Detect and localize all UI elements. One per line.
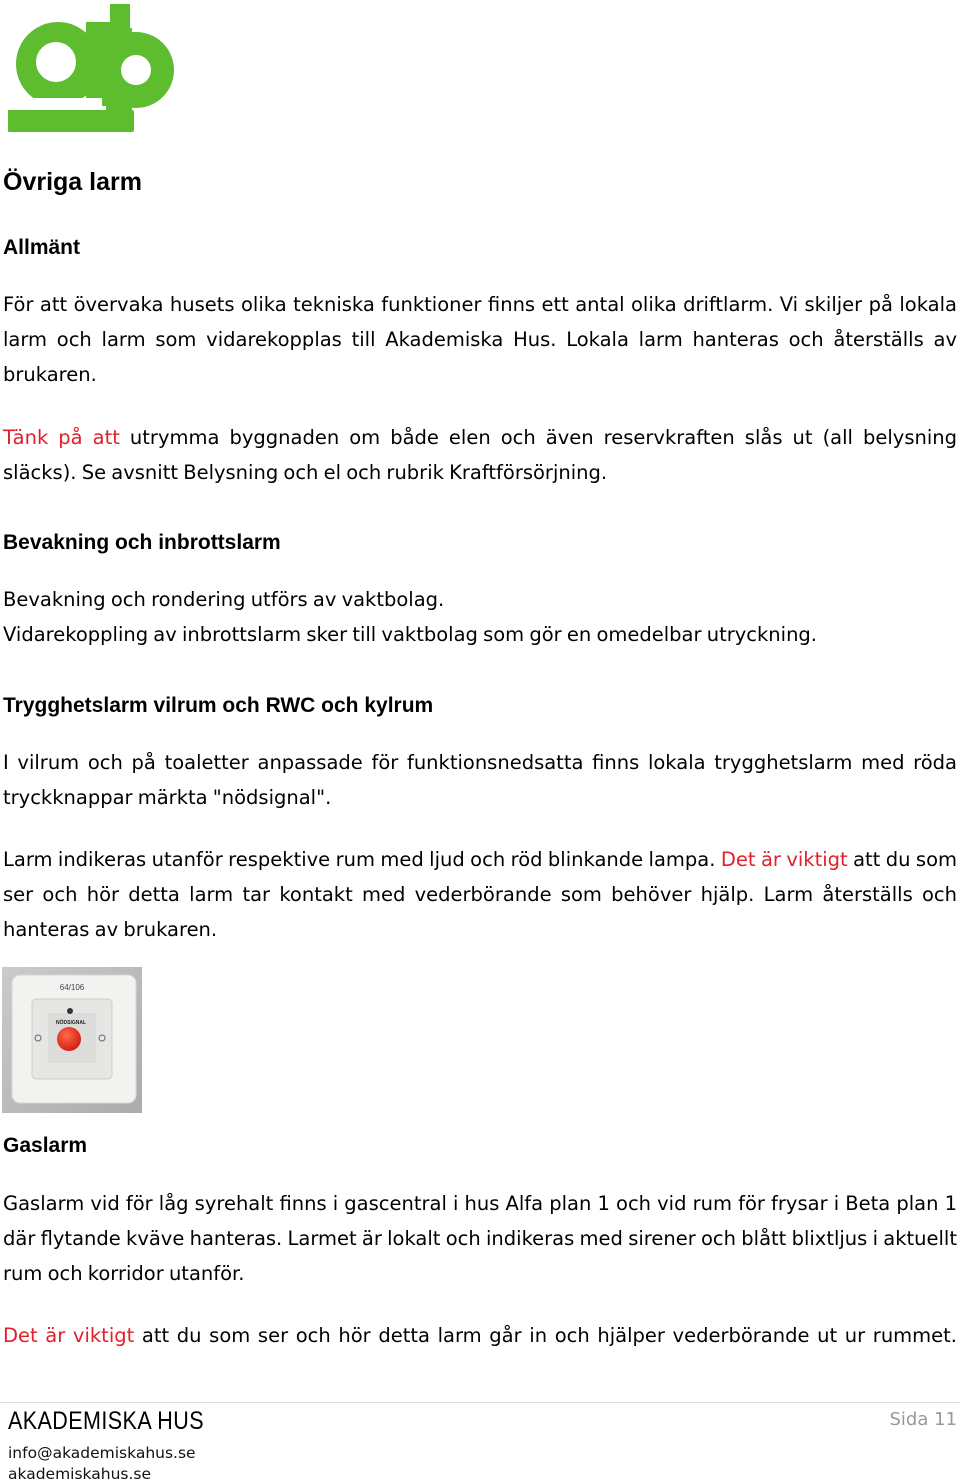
photo-label-button: NÖDSIGNAL	[56, 1020, 86, 1026]
paragraph-text: utrymma byggnaden om både elen och även reservkraften slås ut (all belysning släcks). Se avsnitt Belysning och el och rubrik Kraftförsörjning.	[3, 426, 958, 484]
footer-email-link[interactable]: info@akademiskahus.se	[8, 1444, 196, 1462]
paragraph-text: Larm indikeras utanför respektive rum med ljud och röd blinkande lampa.	[3, 848, 721, 871]
safety-paragraph-1: I vilrum och på toaletter anpassade för funktionsnedsatta finns lokala trygghetslarm med röda tryckknappar märkta "nödsignal".	[3, 751, 957, 809]
section-heading-guard: Bevakning och inbrottslarm	[3, 531, 281, 554]
photo-label-top: 64/106	[59, 983, 85, 992]
footer-divider	[0, 1402, 960, 1403]
emergency-button-photo	[2, 967, 142, 1113]
highlight-text: Tänk på att	[3, 426, 120, 449]
section-heading-gas: Gaslarm	[3, 1134, 88, 1157]
page-title: Övriga larm	[3, 168, 142, 196]
gas-paragraph-2	[3, 1318, 957, 1353]
footer-website-link[interactable]: akademiskahus.se	[8, 1465, 152, 1483]
footer-brand: AKADEMISKA HUS	[8, 1407, 204, 1435]
general-paragraph-2	[3, 420, 957, 490]
guard-line-1: Bevakning och rondering utförs av vaktbolag.	[3, 588, 445, 611]
gas-paragraph-1: Gaslarm vid för låg syrehalt finns i gascentral i hus Alfa plan 1 och vid rum för frysar i Beta plan 1 där flytande kväve hanteras. Larmet är lokalt och indikeras med sirener och blått blixtljus i aktuellt rum och korridor utanför.	[3, 1192, 957, 1285]
general-paragraph-1: För att övervaka husets olika tekniska funktioner finns ett antal olika driftlarm. Vi skiljer på lokala larm och larm som vidarekopplas till Akademiska Hus. Lokala larm hanteras och återställs av brukaren.	[3, 293, 957, 386]
paragraph-text: att du som ser och hör detta larm tar kontakt med vederbörande som behöver hjälp. Larm återställs och hanteras av brukaren.	[3, 848, 957, 941]
highlight-text: Det är viktigt	[3, 1324, 135, 1347]
safety-paragraph-2	[3, 842, 957, 947]
page-number: Sida 11	[889, 1409, 957, 1430]
section-heading-general: Allmänt	[3, 236, 81, 259]
paragraph-text: att du som ser och hör detta larm går in och hjälper vederbörande ut ur rummet.	[134, 1324, 958, 1347]
highlight-text: Det är viktigt	[720, 848, 848, 871]
guard-line-2: Vidarekoppling av inbrottslarm sker till vaktbolag som gör en omedelbar utryckning.	[3, 623, 817, 646]
akademiska-hus-logo	[2, 0, 174, 136]
section-heading-safety: Trygghetslarm vilrum och RWC och kylrum	[3, 694, 434, 717]
